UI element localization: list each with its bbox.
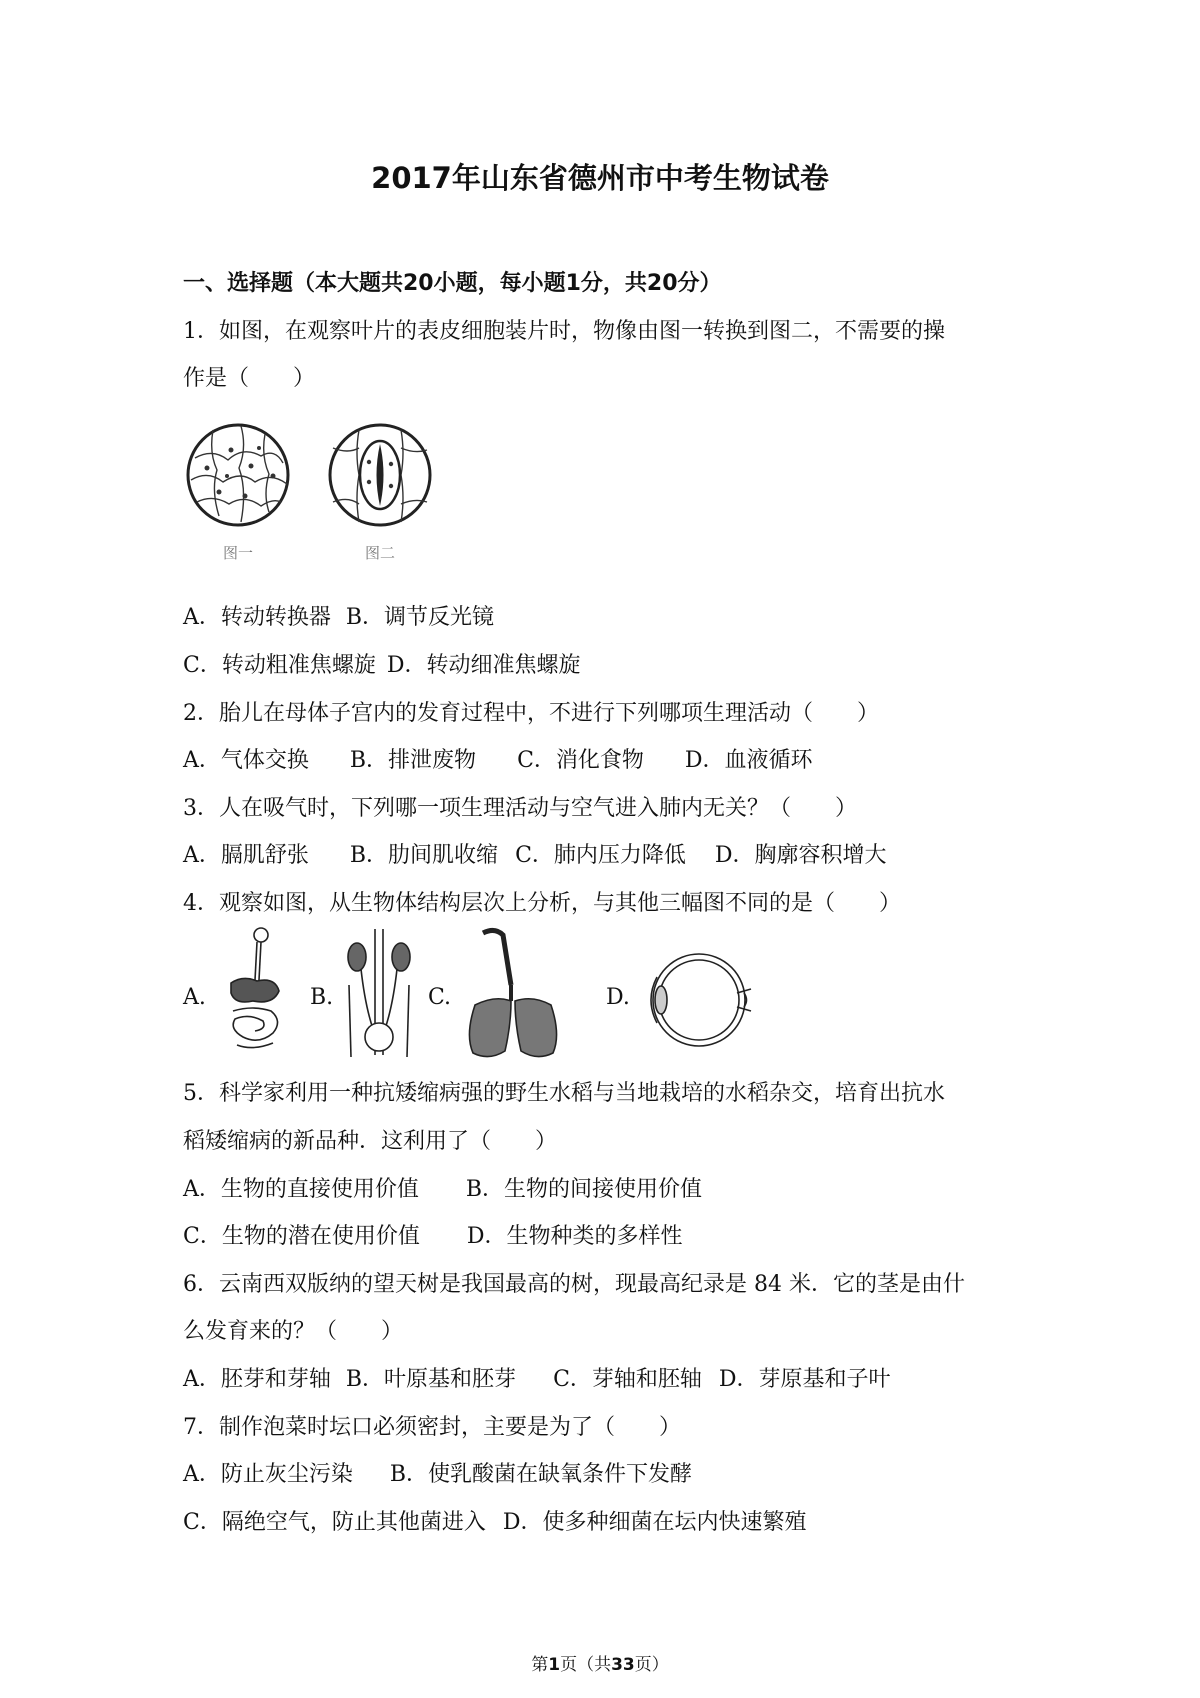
option-d[interactable]: D．芽原基和子叶 (718, 1367, 891, 1392)
question-1-figure (183, 418, 453, 568)
figure-2-label: 图二 (364, 544, 396, 562)
option-d[interactable]: D．生物种类的多样性 (466, 1224, 683, 1249)
question-4-figures (183, 925, 773, 1065)
option-d[interactable]: D．胸廓容积增大 (714, 843, 887, 868)
option-c[interactable]: C．隔绝空气，防止其他菌进入 (183, 1510, 486, 1535)
question-5-stem-line2: 稻矮缩病的新品种．这利用了（ ） (183, 1129, 558, 1154)
question-2-stem: 2．胎儿在母体子宫内的发育过程中，不进行下列哪项生理活动（ ） (183, 701, 879, 726)
option-c[interactable]: C．转动粗准焦螺旋 (183, 653, 376, 678)
footer-suffix: 页） (634, 1655, 669, 1675)
page-title: 2017年山东省德州市中考生物试卷 (371, 161, 829, 195)
digestive-system-icon (223, 925, 293, 1065)
question-3-options (183, 838, 887, 869)
figure-label-b[interactable]: B. (310, 985, 334, 1010)
eye-icon (639, 945, 754, 1055)
footer-total-pages: 33 (611, 1655, 635, 1675)
option-c[interactable]: C．芽轴和胚轴 (553, 1367, 702, 1392)
footer-page-number: 1 (548, 1655, 561, 1675)
figure-label-a[interactable]: A. (183, 985, 206, 1010)
question-7-options-line1 (183, 1457, 692, 1488)
question-1-options-line1 (183, 600, 494, 631)
question-2-options (183, 743, 813, 774)
section-heading: 一、选择题（本大题共20小题，每小题1分，共20分） (183, 271, 722, 296)
question-7-options-line2 (183, 1505, 806, 1536)
question-6-options (183, 1362, 891, 1393)
question-1-stem-line2: 作是（ ） (183, 366, 316, 391)
figure-label-c[interactable]: C. (428, 985, 452, 1010)
option-b[interactable]: B．使乳酸菌在缺氧条件下发酵 (389, 1462, 693, 1487)
option-a[interactable]: A．胚芽和芽轴 (183, 1367, 331, 1392)
option-a[interactable]: A．防止灰尘污染 (183, 1462, 353, 1487)
question-4-stem: 4．观察如图，从生物体结构层次上分析，与其他三幅图不同的是（ ） (183, 891, 901, 916)
question-1-stem-line1: 1．如图，在观察叶片的表皮细胞装片时，物像由图一转换到图二，不需要的操 (183, 319, 945, 344)
question-3-stem: 3．人在吸气时，下列哪一项生理活动与空气进入肺内无关？（ ） (183, 796, 857, 821)
option-d[interactable]: D．使多种细菌在坛内快速繁殖 (502, 1510, 807, 1535)
option-b[interactable]: B．调节反光镜 (345, 605, 495, 630)
option-c[interactable]: C．消化食物 (517, 748, 644, 773)
figure-1-label: 图一 (222, 544, 254, 562)
option-c[interactable]: C．生物的潜在使用价值 (183, 1224, 420, 1249)
option-b[interactable]: B．生物的间接使用价值 (465, 1177, 703, 1202)
microscope-views-icon (183, 418, 453, 568)
question-7-stem: 7．制作泡菜时坛口必须密封，主要是为了（ ） (183, 1415, 681, 1440)
option-b[interactable]: B．肋间肌收缩 (349, 843, 499, 868)
footer-middle: 页（共 (560, 1655, 612, 1675)
option-b[interactable]: B．叶原基和胚芽 (345, 1367, 517, 1392)
figure-label-d[interactable]: D. (606, 985, 630, 1010)
option-b[interactable]: B．排泄废物 (349, 748, 477, 773)
question-5-stem-line1: 5．科学家利用一种抗矮缩病强的野生水稻与当地栽培的水稻杂交，培育出抗水 (183, 1081, 945, 1106)
respiratory-system-icon (465, 925, 565, 1065)
page-footer (0, 1650, 1200, 1675)
question-5-options-line2 (183, 1219, 682, 1250)
question-6-stem-line2: 么发育来的？（ ） (183, 1319, 404, 1344)
question-1-options-line2 (183, 648, 580, 679)
option-a[interactable]: A．转动转换器 (183, 605, 331, 630)
footer-prefix: 第 (531, 1655, 549, 1675)
option-d[interactable]: D．转动细准焦螺旋 (386, 653, 581, 678)
question-6-stem-line1: 6．云南西双版纳的望天树是我国最高的树，现最高纪录是 84 米．它的茎是由什 (183, 1272, 965, 1297)
urinary-system-icon (343, 925, 415, 1065)
option-a[interactable]: A．气体交换 (183, 748, 309, 773)
option-c[interactable]: C．肺内压力降低 (515, 843, 686, 868)
question-5-options-line1 (183, 1172, 702, 1203)
option-d[interactable]: D．血液循环 (684, 748, 813, 773)
option-a[interactable]: A．生物的直接使用价值 (183, 1177, 419, 1202)
option-a[interactable]: A．膈肌舒张 (183, 843, 309, 868)
